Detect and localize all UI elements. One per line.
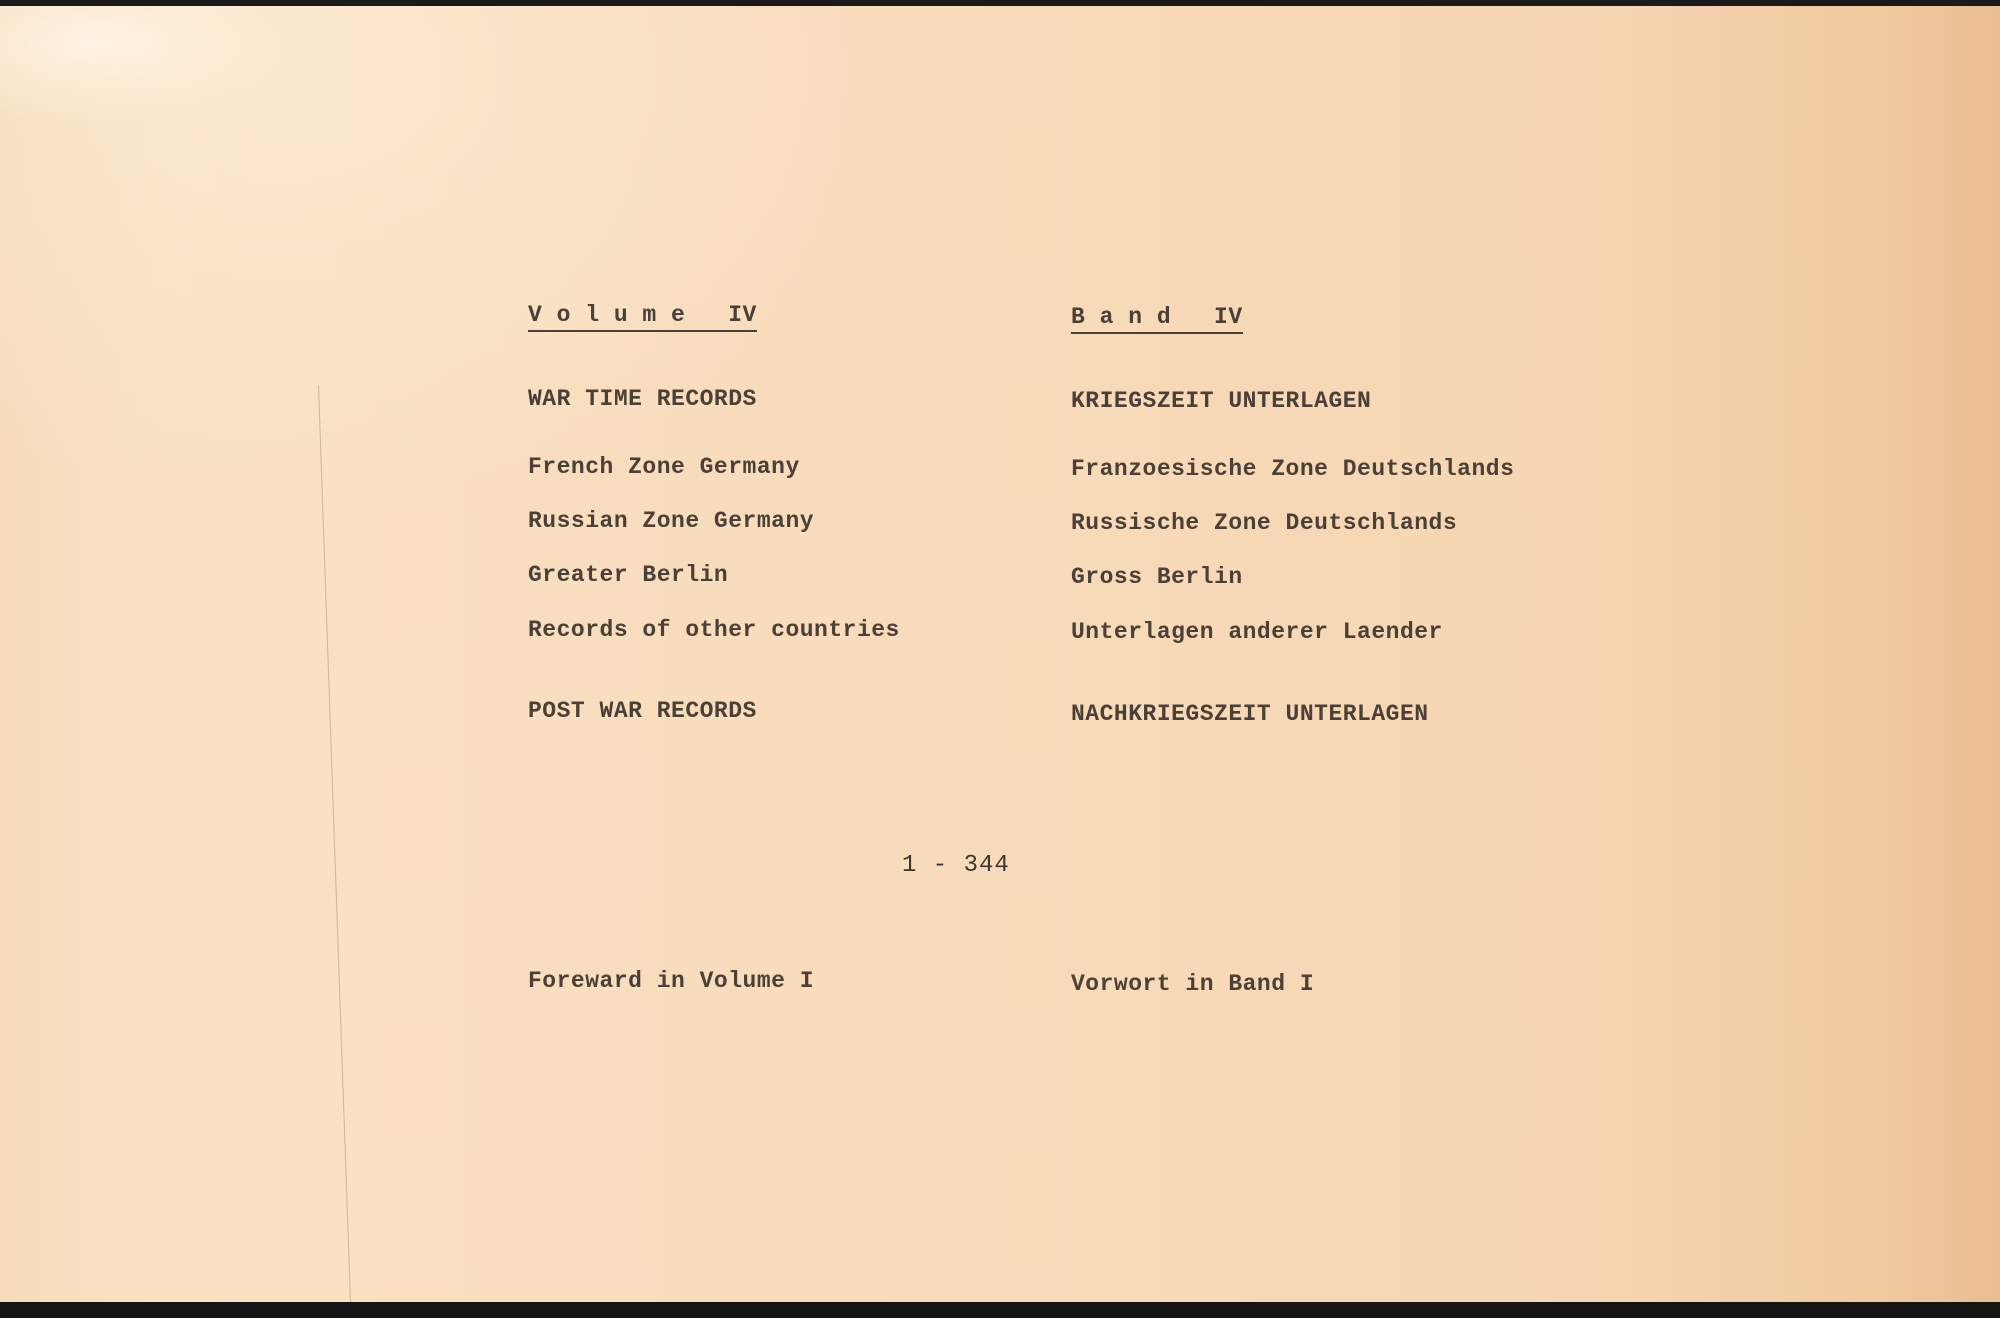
foreword-note: Foreward in Volume I [528,968,815,994]
list-item: Gross Berlin [1071,564,1243,590]
kriegszeit-label: KRIEGSZEIT UNTERLAGEN [1071,388,1372,414]
post-war-records-label: POST WAR RECORDS [528,698,757,724]
scan-border [0,1302,2000,1318]
volume-heading: V o l u m e IV [528,302,757,332]
document-page [0,6,2000,1302]
paper-fold-line [258,386,351,1306]
nachkriegszeit-label: NACHKRIEGSZEIT UNTERLAGEN [1071,701,1429,727]
list-item: Franzoesische Zone Deutschlands [1071,456,1515,482]
list-item: Russian Zone Germany [528,508,815,534]
band-heading: B a n d IV [1071,304,1243,334]
list-item: French Zone Germany [528,454,800,480]
vorwort-note: Vorwort in Band I [1071,971,1315,997]
list-item: Greater Berlin [528,562,729,588]
list-item: Unterlagen anderer Laender [1071,619,1443,645]
list-item: Russische Zone Deutschlands [1071,510,1458,536]
list-item: Records of other countries [528,617,900,643]
page-range: 1 - 344 [902,852,1010,879]
paper-stain [0,6,300,126]
war-time-records-label: WAR TIME RECORDS [528,386,757,412]
